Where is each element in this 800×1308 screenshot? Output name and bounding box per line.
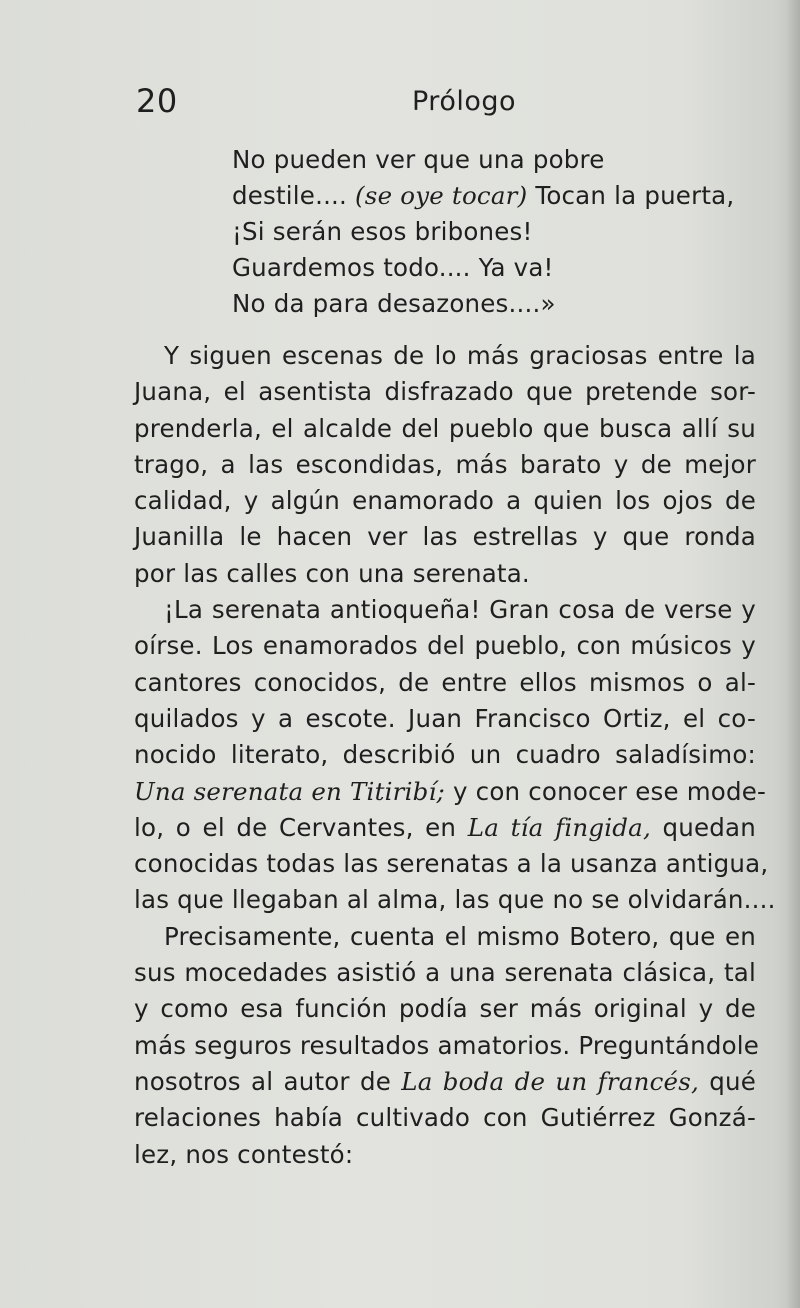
paragraph-3 — [134, 919, 760, 1173]
verse-text: destile.... — [232, 181, 356, 210]
text-line: quilados y a escote. Juan Francisco Ortiz, el co- — [134, 703, 756, 733]
verse-line: Guardemos todo.... Ya va! — [232, 253, 554, 282]
page-number: 20 — [136, 82, 178, 120]
italic-title: Una serenata en Titiribí; — [134, 776, 445, 806]
verse-line — [232, 178, 752, 214]
page-edge-shadow — [786, 0, 800, 1308]
text-line: conocidas todas las serenatas a la usanza antigua, — [134, 849, 769, 879]
paragraph-1 — [134, 338, 756, 592]
text-line: lez, nos contestó: — [134, 1139, 354, 1169]
text-line: Precisamente, cuenta el mismo Botero, que en — [164, 921, 756, 951]
text-line: Una serenata en Titiribí; y con conocer ese mode- — [134, 776, 767, 806]
text-line: ¡La serenata antioqueña! Gran cosa de verse y — [164, 595, 756, 625]
italic-title: La boda de un francés, — [401, 1066, 699, 1096]
text-line: Juanilla le hacen ver las estrellas y que ronda — [134, 522, 756, 552]
paragraph-2 — [134, 592, 776, 919]
text-line: oírse. Los enamorados del pueblo, con músicos y — [134, 631, 756, 661]
text-line: Juana, el asentista disfrazado que pretende sor- — [134, 377, 756, 407]
body-text — [134, 338, 776, 1173]
text-line: y como esa función podía ser más original y de — [134, 994, 756, 1024]
text-line: más seguros resultados amatorios. Preguntándole — [134, 1030, 760, 1060]
verse-line: No pueden ver que una pobre — [232, 145, 605, 174]
text-line: relaciones había cultivado con Gutiérrez Gonzá- — [134, 1103, 756, 1133]
verse-line: ¡Si serán esos bribones! — [232, 217, 533, 246]
text-line: trago, a las escondidas, más barato y de mejor — [134, 449, 756, 479]
text-line: las que llegaban al alma, las que no se olvidarán.... — [134, 885, 776, 915]
italic-title: La tía fingida, — [467, 812, 651, 842]
verse-quotation — [232, 142, 752, 322]
text-line: Y siguen escenas de lo más graciosas entre la — [164, 341, 756, 370]
verse-line: No da para desazones....» — [232, 289, 556, 318]
text-line: nosotros al autor de La boda de un francés, qué — [134, 1066, 756, 1096]
stage-direction: (se oye tocar) — [355, 181, 528, 210]
running-head: Prólogo — [412, 86, 517, 117]
text-line: calidad, y algún enamorado a quien los ojos de — [134, 486, 756, 516]
verse-text: Tocan la puerta, — [527, 181, 735, 210]
text-line: por las calles con una serenata. — [134, 558, 530, 588]
text-line: lo, o el de Cervantes, en La tía fingida, quedan — [134, 812, 756, 842]
text-line: sus mocedades asistió a una serenata clásica, tal — [134, 958, 756, 988]
text-line: cantores conocidos, de entre ellos mismos o al- — [134, 667, 756, 697]
text-line: nocido literato, describió un cuadro saladísimo: — [134, 740, 756, 770]
text-line: prenderla, el alcalde del pueblo que busca allí su — [134, 413, 756, 443]
